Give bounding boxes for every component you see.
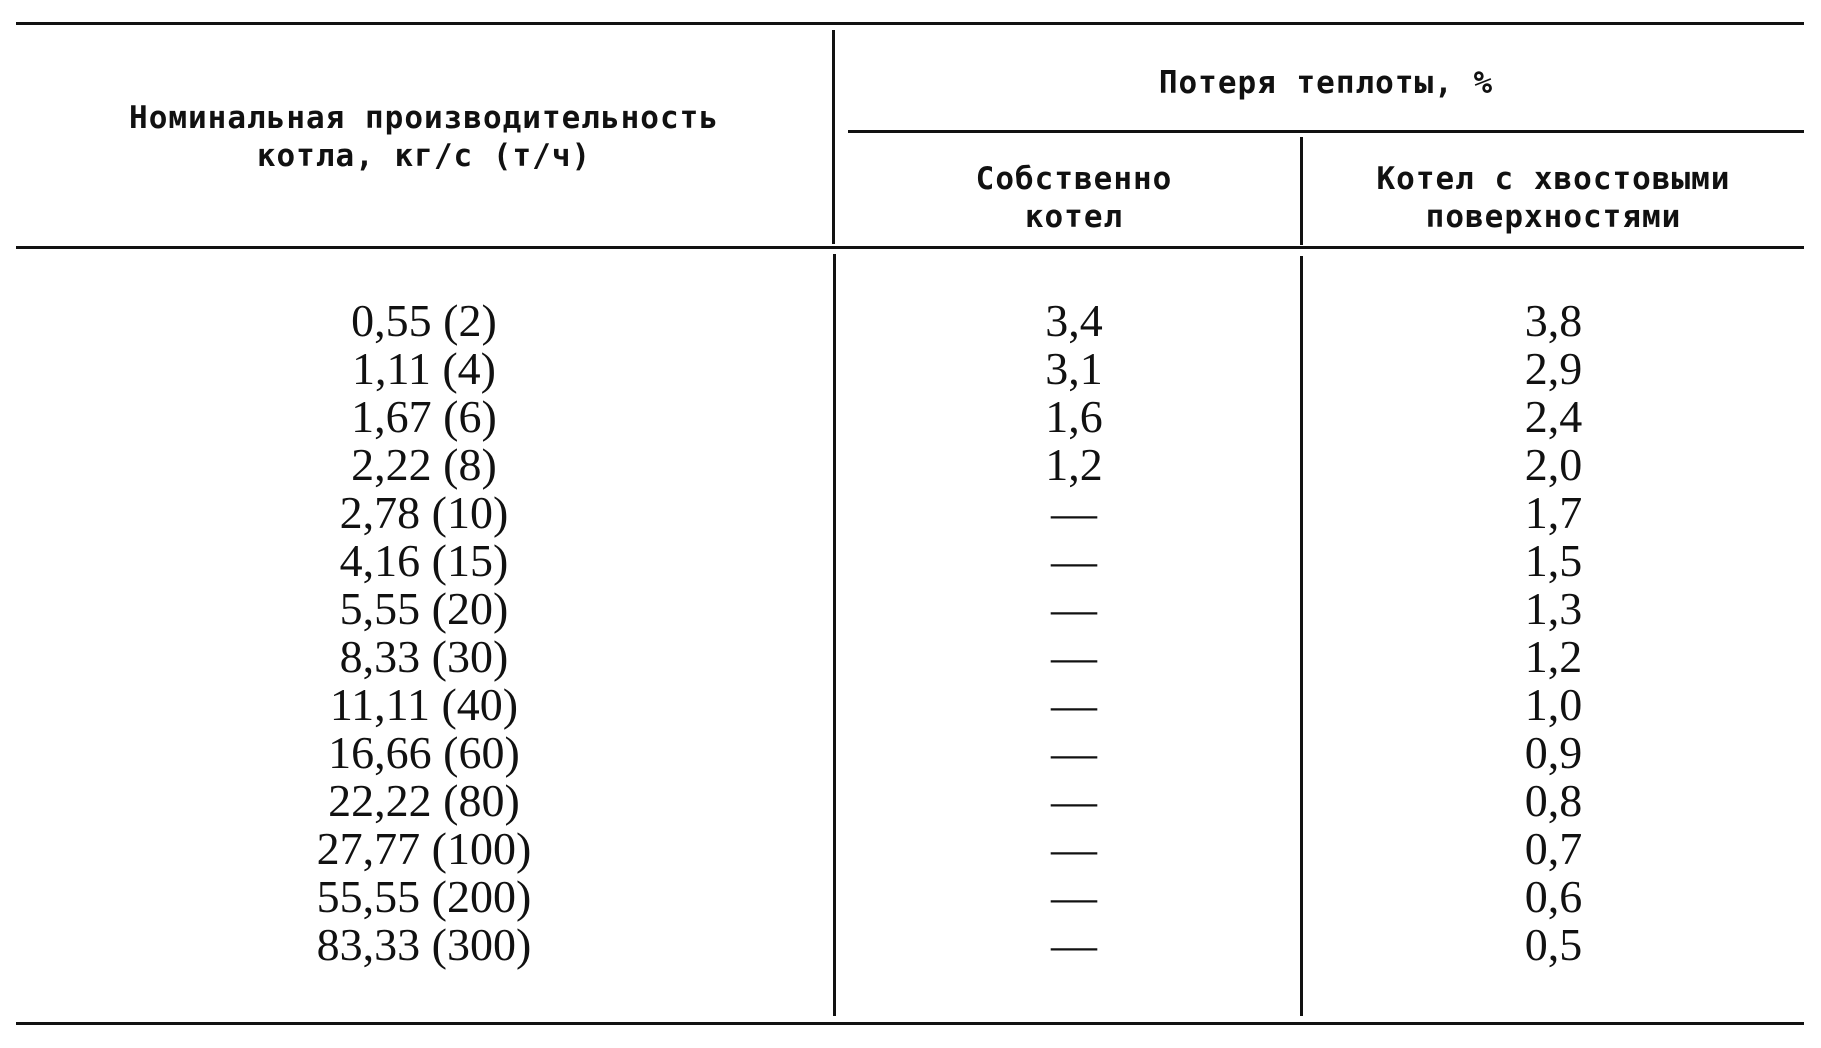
table-cell: 1,3 [1524,583,1583,634]
header-boiler-only: Собственно котел [975,161,1173,235]
table-cell: — [1051,727,1097,778]
table-cell: 11,11 (40) [329,679,519,730]
table-cell: 2,78 (10) [339,487,509,538]
table-cell: 4,16 (15) [339,535,509,586]
table-bottom-rule [16,1022,1804,1025]
table-cell: — [1051,775,1097,826]
table-cell: 27,77 (100) [316,823,532,874]
table-cell: 1,11 (4) [352,343,496,394]
header-heat-loss: Потеря теплоты, % [1158,65,1494,101]
column-boiler-with-tail [1303,297,1804,969]
table-cell: 2,4 [1524,391,1583,442]
group-header-rule [848,130,1804,133]
table-cell: 2,22 (8) [351,439,497,490]
table-cell: — [1051,679,1097,730]
column-divider-1-body [833,254,836,1016]
table-cell: 0,55 (2) [351,295,497,346]
table-cell: — [1051,919,1097,970]
table-top-rule [16,22,1804,25]
table-cell: 1,5 [1524,535,1583,586]
table-cell: 22,22 (80) [328,775,520,826]
table-cell: 1,67 (6) [351,391,497,442]
table-cell: 1,0 [1524,679,1583,730]
table-cell: 83,33 (300) [316,919,532,970]
table-cell: — [1051,487,1097,538]
table-cell: 1,2 [1045,439,1103,490]
header-capacity: Номинальная производительность котла, кг/с (т/ч) [129,100,719,174]
column-capacity [16,297,832,969]
column-boiler-only [848,297,1300,969]
table-cell: 3,1 [1045,343,1103,394]
header-boiler-with-tail: Котел с хвостовыми поверхностями [1376,161,1731,235]
table-cell: 0,8 [1524,775,1583,826]
table-cell: — [1051,823,1097,874]
table-cell: 55,55 (200) [316,871,532,922]
table-cell: 3,4 [1045,295,1103,346]
table-cell: 2,0 [1524,439,1583,490]
table-cell: 0,5 [1524,919,1583,970]
table-cell: — [1051,631,1097,682]
table-cell: 0,9 [1524,727,1583,778]
table-cell: 0,7 [1524,823,1583,874]
table-cell: 1,2 [1524,631,1583,682]
table-cell: 3,8 [1524,295,1583,346]
table-cell: 5,55 (20) [339,583,509,634]
table-cell: — [1051,535,1097,586]
table-cell: 1,6 [1045,391,1103,442]
table-cell: — [1051,871,1097,922]
table-cell: 16,66 (60) [328,727,520,778]
table-cell: — [1051,583,1097,634]
table-cell: 1,7 [1524,487,1583,538]
column-divider-1 [832,30,835,244]
table-cell: 8,33 (30) [339,631,509,682]
header-bottom-rule [16,246,1804,249]
table-cell: 2,9 [1524,343,1583,394]
table-cell: 0,6 [1524,871,1583,922]
